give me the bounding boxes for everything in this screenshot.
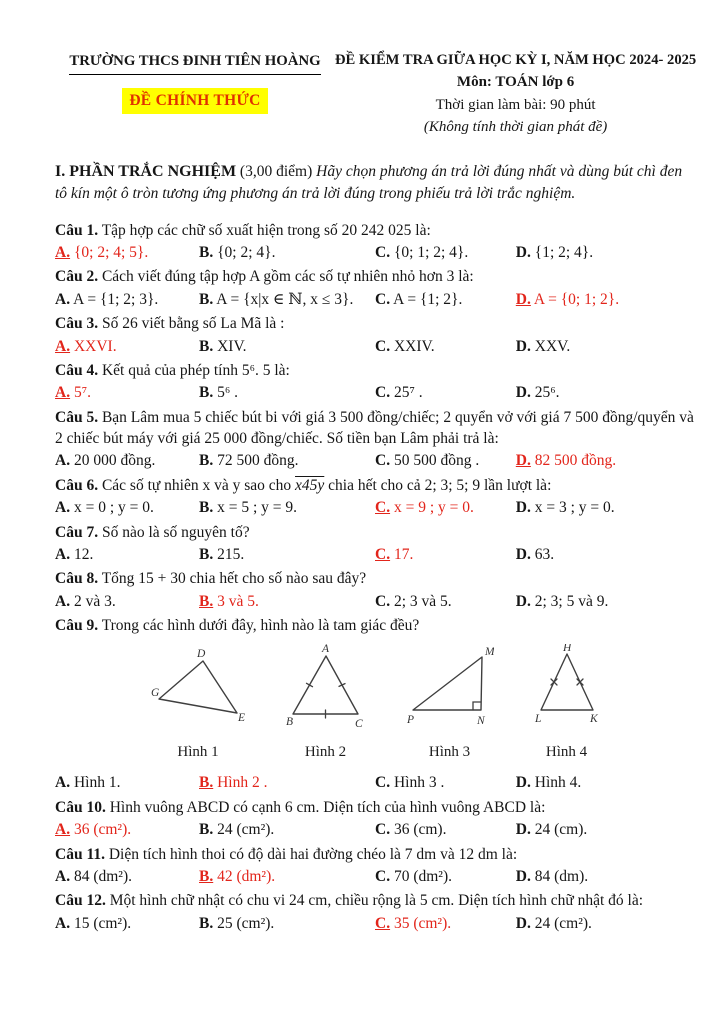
answer-text: 84 (dm).	[534, 867, 589, 885]
answer-row	[55, 913, 695, 934]
answer-text: 5⁷.	[73, 384, 91, 402]
figure-hinh-4	[534, 644, 600, 762]
answer-text: x = 3 ; y = 0.	[534, 499, 615, 517]
answer-text: 25⁶.	[534, 384, 560, 402]
answer-letter: D.	[515, 821, 531, 839]
question-block	[55, 890, 695, 934]
answer-row	[55, 772, 695, 793]
vertex-label: L	[534, 713, 541, 726]
question-stem	[55, 797, 695, 818]
header-left	[55, 50, 335, 137]
answer-letter: A.	[55, 244, 71, 262]
answer-option-b	[199, 382, 375, 403]
question-text: Tập hợp các chữ số xuất hiện trong số 20 242 025 là:	[101, 221, 431, 239]
answer-option-a	[55, 544, 199, 565]
answer-text: A = {1; 2}.	[393, 290, 463, 308]
answer-letter: A.	[55, 914, 71, 932]
answer-letter: B.	[199, 499, 214, 517]
question-block	[55, 522, 695, 566]
vertex-label: B	[285, 716, 293, 729]
answer-option-c	[375, 450, 516, 471]
vertex-label: A	[321, 644, 329, 656]
question-block	[55, 407, 695, 472]
answer-row	[55, 242, 695, 263]
question-number: Câu 1.	[55, 221, 99, 239]
question-number: Câu 8.	[55, 570, 99, 588]
section-title: I. PHẦN TRẮC NGHIỆM	[55, 163, 237, 181]
answer-letter: B.	[199, 545, 214, 563]
question-block	[55, 568, 695, 612]
exam-subject: Môn: TOÁN lớp 6	[456, 74, 575, 91]
answer-letter: A.	[55, 545, 71, 563]
answer-letter: C.	[375, 914, 391, 932]
question-text: Tổng 15 + 30 chia hết cho số nào sau đây?	[101, 570, 367, 588]
answer-option-a	[55, 289, 199, 310]
question-stem	[55, 615, 695, 636]
figure-caption: Hình 1	[177, 743, 219, 760]
answer-row	[55, 819, 695, 840]
exam-header	[55, 50, 695, 137]
school-name: TRƯỜNG THCS ĐINH TIÊN HOÀNG	[69, 51, 320, 75]
answer-text: 24 (cm).	[534, 821, 588, 839]
answer-option-c	[375, 544, 516, 565]
answer-letter: D.	[515, 592, 531, 610]
answer-option-b	[199, 450, 375, 471]
question9-figure	[55, 644, 695, 762]
answer-letter: C.	[375, 774, 391, 792]
answer-letter: C.	[375, 592, 391, 610]
question-block	[55, 615, 695, 794]
header-right	[335, 50, 696, 137]
answer-text: 70 (dm²).	[393, 867, 452, 885]
answer-row	[55, 497, 695, 518]
answer-letter: B.	[199, 821, 214, 839]
question-text: Bạn Lâm mua 5 chiếc bút bi với giá 3 500 đồng/chiếc; 2 quyển vở với giá 7 500 đồng/quyển và 2 chiếc bút máy với giá 25 000 đồng/chiếc. Số tiền bạn Lâm phải trả là:	[55, 408, 694, 448]
answer-letter: B.	[199, 290, 214, 308]
question-stem	[55, 568, 695, 589]
answer-option-a	[55, 866, 199, 887]
answer-row	[55, 336, 695, 357]
answer-option-c	[375, 913, 516, 934]
triangle-isosceles-HLK	[534, 644, 600, 729]
answer-option-b	[199, 242, 375, 263]
answer-letter: B.	[199, 592, 214, 610]
answer-text: 24 (cm²).	[217, 821, 275, 839]
answer-option-c	[375, 336, 516, 357]
answer-letter: D.	[515, 914, 531, 932]
answer-text: 2; 3; 5 và 9.	[534, 592, 609, 610]
questions-list	[55, 220, 695, 934]
exam-duration: Thời gian làm bài: 90 phút	[435, 96, 596, 113]
answer-text: 72 500 đồng.	[217, 452, 299, 470]
question-block	[55, 313, 695, 357]
answer-letter: B.	[199, 774, 214, 792]
answer-option-a	[55, 772, 199, 793]
question-stem	[55, 844, 695, 865]
exam-title: ĐỀ KIỂM TRA GIỮA HỌC KỲ I, NĂM HỌC 2024- 2025	[335, 52, 697, 68]
answer-text: 36 (cm).	[393, 821, 447, 839]
answer-text: 25 (cm²).	[217, 914, 275, 932]
answer-letter: D.	[515, 774, 531, 792]
answer-option-c	[375, 866, 516, 887]
answer-option-d	[516, 382, 695, 403]
answer-letter: B.	[199, 384, 214, 402]
question-text-after: chia hết cho cả 2; 3; 5; 9 lần lượt là:	[324, 476, 552, 494]
question-block	[55, 844, 695, 888]
answer-option-c	[375, 242, 516, 263]
question-block	[55, 266, 695, 310]
answer-letter: D.	[515, 545, 531, 563]
answer-text: XXV.	[534, 337, 571, 355]
answer-option-d	[516, 497, 695, 518]
answer-option-d	[516, 819, 695, 840]
answer-option-d	[516, 591, 695, 612]
answer-text: 5⁶ .	[217, 384, 238, 402]
answer-text: {0; 1; 2; 4}.	[393, 244, 469, 262]
answer-text: 84 (dm²).	[73, 867, 132, 885]
answer-option-a	[55, 242, 199, 263]
answer-text: A = {0; 1; 2}.	[533, 290, 620, 308]
answer-option-d	[516, 544, 695, 565]
answer-letter: C.	[375, 244, 391, 262]
answer-option-d	[516, 289, 695, 310]
answer-text: XXIV.	[393, 337, 435, 355]
answer-option-b	[199, 289, 375, 310]
answer-text: 24 (cm²).	[534, 914, 592, 932]
vertex-label: N	[476, 715, 485, 728]
question-stem	[55, 220, 695, 241]
question-text: Số nào là số nguyên tố?	[101, 523, 250, 541]
question-number: Câu 10.	[55, 798, 106, 816]
question-text: Cách viết đúng tập hợp A gồm các số tự nhiên nhỏ hơn 3 là:	[101, 268, 474, 286]
answer-letter: A.	[55, 592, 71, 610]
question-number: Câu 9.	[55, 617, 99, 635]
answer-text: 25⁷ .	[393, 384, 423, 402]
answer-option-b	[199, 819, 375, 840]
answer-option-d	[516, 913, 695, 934]
answer-text: 12.	[73, 545, 94, 563]
answer-text: 42 (dm²).	[217, 867, 276, 885]
answer-text: 3 và 5.	[217, 592, 259, 610]
question-number: Câu 11.	[55, 845, 105, 863]
question-stem	[55, 407, 695, 450]
answer-option-a	[55, 382, 199, 403]
official-stamp-wrap	[55, 88, 335, 113]
answer-text: x = 9 ; y = 0.	[393, 499, 474, 517]
answer-text: x = 0 ; y = 0.	[73, 499, 154, 517]
figure-hinh-1	[151, 647, 246, 762]
question-number: Câu 4.	[55, 361, 99, 379]
answer-text: 82 500 đồng.	[534, 452, 617, 470]
question-text: Các số tự nhiên x và y sao cho	[101, 476, 296, 494]
vertex-label: K	[589, 713, 598, 726]
answer-text: A = {x|x ∈ ℕ, x ≤ 3}.	[216, 290, 354, 308]
question-block	[55, 220, 695, 264]
vertex-label: H	[562, 644, 571, 655]
answer-letter: B.	[199, 244, 214, 262]
answer-text: 20 000 đồng.	[73, 452, 156, 470]
question-stem	[55, 890, 695, 911]
answer-row	[55, 544, 695, 565]
vertex-label: D	[196, 648, 205, 661]
answer-option-a	[55, 819, 199, 840]
answer-letter: A.	[55, 867, 71, 885]
section-intro	[55, 161, 695, 204]
figure-hinh-2	[286, 644, 366, 762]
answer-option-d	[516, 772, 695, 793]
answer-option-c	[375, 497, 516, 518]
answer-letter: D.	[515, 290, 531, 308]
answer-letter: C.	[375, 337, 391, 355]
answer-text: {1; 2; 4}.	[534, 244, 594, 262]
answer-option-c	[375, 382, 516, 403]
answer-text: 50 500 đồng .	[393, 452, 480, 470]
answer-option-a	[55, 450, 199, 471]
answer-row	[55, 289, 695, 310]
answer-text: 15 (cm²).	[73, 914, 132, 932]
question-block	[55, 360, 695, 404]
answer-option-b	[199, 591, 375, 612]
exam-note: (Không tính thời gian phát đề)	[423, 118, 608, 135]
answer-text: Hình 3 .	[393, 774, 445, 792]
answer-option-d	[516, 450, 695, 471]
triangle-equilateral-ABC	[286, 644, 366, 729]
answer-row	[55, 591, 695, 612]
answer-option-b	[199, 772, 375, 793]
answer-option-b	[199, 497, 375, 518]
answer-text: 17.	[393, 545, 414, 563]
figure-caption: Hình 3	[428, 743, 471, 760]
question-stem	[55, 313, 695, 334]
question-number: Câu 12.	[55, 892, 106, 910]
answer-option-d	[516, 336, 695, 357]
question-text: Số 26 viết bằng số La Mã là :	[101, 315, 285, 333]
question-number: Câu 5.	[55, 408, 99, 426]
answer-option-b	[199, 866, 375, 887]
answer-letter: D.	[515, 244, 531, 262]
answer-option-b	[199, 544, 375, 565]
answer-option-d	[516, 242, 695, 263]
answer-letter: A.	[55, 821, 71, 839]
answer-letter: A.	[55, 499, 71, 517]
question-number: Câu 6.	[55, 476, 99, 494]
question-text: Hình vuông ABCD có cạnh 6 cm. Diện tích của hình vuông ABCD là:	[109, 798, 546, 816]
question-block	[55, 475, 695, 519]
answer-letter: C.	[375, 545, 391, 563]
vertex-label: C	[354, 718, 363, 730]
answer-option-b	[199, 913, 375, 934]
answer-text: A = {1; 2; 3}.	[73, 290, 159, 308]
answer-letter: D.	[515, 384, 531, 402]
figure-hinh-3	[406, 644, 494, 762]
section-points: (3,00 điểm)	[236, 163, 317, 181]
answer-text: Hình 2 .	[217, 774, 268, 792]
vertex-label: G	[150, 687, 159, 700]
answer-letter: C.	[375, 452, 391, 470]
answer-text: 2 và 3.	[73, 592, 116, 610]
answer-letter: B.	[199, 337, 214, 355]
answer-letter: D.	[515, 452, 531, 470]
answer-option-c	[375, 819, 516, 840]
answer-letter: C.	[375, 499, 391, 517]
answer-text: 35 (cm²).	[393, 914, 452, 932]
answer-letter: B.	[199, 914, 214, 932]
answer-text: XXVI.	[73, 337, 117, 355]
answer-letter: D.	[515, 337, 531, 355]
question-number: Câu 2.	[55, 268, 99, 286]
answer-row	[55, 450, 695, 471]
answer-row	[55, 866, 695, 887]
question-text: Kết quả của phép tính 5⁶. 5 là:	[101, 361, 290, 379]
answer-option-c	[375, 772, 516, 793]
answer-row	[55, 382, 695, 403]
answer-letter: C.	[375, 384, 391, 402]
figure-caption: Hình 4	[545, 743, 588, 760]
answer-text: 215.	[217, 545, 245, 563]
answer-option-a	[55, 336, 199, 357]
vertex-label: P	[406, 714, 414, 727]
question-number: Câu 7.	[55, 523, 99, 541]
answer-text: {0; 2; 4; 5}.	[73, 244, 149, 262]
answer-text: x = 5 ; y = 9.	[217, 499, 298, 517]
answer-letter: D.	[515, 867, 531, 885]
question-text: Diện tích hình thoi có độ dài hai đường chéo là 7 dm và 12 dm là:	[108, 845, 518, 863]
answer-option-c	[375, 289, 516, 310]
answer-letter: C.	[375, 821, 391, 839]
answer-option-b	[199, 336, 375, 357]
question-text: Một hình chữ nhật có chu vi 24 cm, chiều rộng là 5 cm. Diện tích hình chữ nhật đó là:	[109, 892, 644, 910]
answer-letter: B.	[199, 452, 214, 470]
triangle-right-PMN	[406, 644, 494, 729]
answer-text: Hình 1.	[73, 774, 121, 792]
question-stem	[55, 522, 695, 543]
question-block	[55, 797, 695, 841]
question-stem	[55, 475, 695, 496]
question-stem	[55, 360, 695, 381]
answer-letter: C.	[375, 290, 391, 308]
vertex-label: E	[237, 712, 245, 725]
answer-letter: A.	[55, 337, 71, 355]
answer-option-a	[55, 913, 199, 934]
question-stem	[55, 266, 695, 287]
answer-letter: A.	[55, 384, 71, 402]
answer-option-d	[516, 866, 695, 887]
answer-text: 36 (cm²).	[73, 821, 132, 839]
answer-text: XIV.	[217, 337, 247, 355]
answer-letter: A.	[55, 290, 71, 308]
question-text: Trong các hình dưới đây, hình nào là tam giác đều?	[101, 617, 420, 635]
figure-caption: Hình 2	[304, 743, 347, 760]
answer-text: {0; 2; 4}.	[217, 244, 276, 262]
answer-letter: C.	[375, 867, 391, 885]
triangle-scalene-DGE	[151, 647, 246, 729]
answer-text: Hình 4.	[534, 774, 582, 792]
question-overline-text: x45y	[295, 476, 325, 494]
answer-letter: D.	[515, 499, 531, 517]
vertex-label: M	[484, 646, 494, 659]
answer-letter: A.	[55, 774, 71, 792]
section-instructions: Hãy chọn phương án trả lời đúng nhất và dùng bút chì đen tô kín một ô tròn tương ứng phương án trả lời đúng trong phiếu trả lời trắc nghiệm.	[55, 163, 683, 203]
answer-text: 2; 3 và 5.	[393, 592, 452, 610]
question-number: Câu 3.	[55, 315, 99, 333]
answer-text: 63.	[534, 545, 555, 563]
answer-option-a	[55, 591, 199, 612]
answer-option-a	[55, 497, 199, 518]
answer-letter: A.	[55, 452, 71, 470]
answer-option-c	[375, 591, 516, 612]
answer-letter: B.	[199, 867, 214, 885]
official-stamp: ĐỀ CHÍNH THỨC	[122, 88, 267, 113]
